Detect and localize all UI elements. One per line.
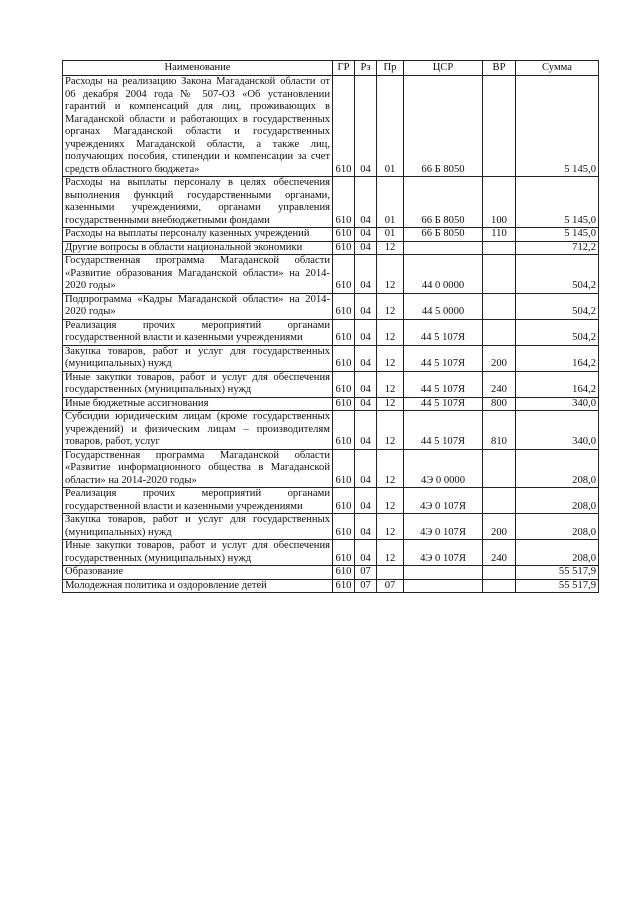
cell-name: Расходы на выплаты персоналу в целях обеспечения выполнения функций государственными органами, казенными учреждениями, органами управления государственными внебюджетными фондами — [63, 177, 333, 228]
cell-name: Расходы на выплаты персоналу казенных учреждений — [63, 228, 333, 242]
table-row — [63, 177, 599, 228]
cell-name: Образование — [63, 566, 333, 580]
cell-gr: 610 — [333, 345, 355, 371]
cell-rz: 04 — [355, 293, 377, 319]
cell-gr: 610 — [333, 241, 355, 255]
cell-vr — [483, 579, 516, 593]
cell-name: Субсидии юридическим лицам (кроме государственных учреждений) и физическим лицам – производителям товаров, работ, услуг — [63, 411, 333, 450]
header-rz: Рз — [355, 61, 377, 76]
cell-vr: 810 — [483, 411, 516, 450]
cell-sum: 712,2 — [516, 241, 599, 255]
table-row — [63, 241, 599, 255]
cell-gr: 610 — [333, 76, 355, 177]
cell-csr: 4Э 0 107Я — [404, 514, 483, 540]
header-csr: ЦСР — [404, 61, 483, 76]
cell-name: Иные закупки товаров, работ и услуг для обеспечения государственных (муниципальных) нужд — [63, 371, 333, 397]
cell-vr: 240 — [483, 540, 516, 566]
cell-pr — [377, 566, 404, 580]
cell-gr: 610 — [333, 488, 355, 514]
cell-sum: 55 517,9 — [516, 579, 599, 593]
cell-name: Молодежная политика и оздоровление детей — [63, 579, 333, 593]
table-row — [63, 540, 599, 566]
cell-vr: 200 — [483, 345, 516, 371]
cell-pr: 12 — [377, 319, 404, 345]
table-row — [63, 566, 599, 580]
cell-name: Подпрограмма «Кадры Магаданской области» на 2014-2020 годы» — [63, 293, 333, 319]
cell-csr: 4Э 0 0000 — [404, 449, 483, 488]
cell-csr: 4Э 0 107Я — [404, 540, 483, 566]
cell-vr: 240 — [483, 371, 516, 397]
table-row — [63, 255, 599, 294]
cell-sum: 208,0 — [516, 488, 599, 514]
cell-rz: 07 — [355, 566, 377, 580]
cell-vr — [483, 488, 516, 514]
cell-sum: 340,0 — [516, 411, 599, 450]
cell-vr — [483, 241, 516, 255]
cell-pr: 01 — [377, 177, 404, 228]
cell-csr: 44 5 107Я — [404, 319, 483, 345]
cell-rz: 04 — [355, 514, 377, 540]
cell-rz: 04 — [355, 345, 377, 371]
cell-vr — [483, 255, 516, 294]
table-row — [63, 228, 599, 242]
cell-gr: 610 — [333, 319, 355, 345]
table-header — [63, 61, 599, 76]
cell-sum: 504,2 — [516, 255, 599, 294]
cell-gr: 610 — [333, 579, 355, 593]
budget-table — [62, 60, 599, 593]
cell-rz: 04 — [355, 397, 377, 411]
header-pr: Пр — [377, 61, 404, 76]
cell-vr — [483, 566, 516, 580]
cell-sum: 5 145,0 — [516, 76, 599, 177]
cell-sum: 208,0 — [516, 514, 599, 540]
cell-name: Реализация прочих мероприятий органами государственной власти и казенными учреждениями — [63, 319, 333, 345]
cell-csr: 44 5 0000 — [404, 293, 483, 319]
table-row — [63, 449, 599, 488]
cell-name: Реализация прочих мероприятий органами государственной власти и казенными учреждениями — [63, 488, 333, 514]
cell-vr — [483, 76, 516, 177]
cell-csr: 44 5 107Я — [404, 345, 483, 371]
cell-gr: 610 — [333, 411, 355, 450]
cell-gr: 610 — [333, 449, 355, 488]
header-gr: ГР — [333, 61, 355, 76]
cell-name: Иные закупки товаров, работ и услуг для обеспечения государственных (муниципальных) нужд — [63, 540, 333, 566]
cell-pr: 12 — [377, 449, 404, 488]
cell-pr: 07 — [377, 579, 404, 593]
cell-csr — [404, 241, 483, 255]
cell-name: Закупка товаров, работ и услуг для государственных (муниципальных) нужд — [63, 514, 333, 540]
cell-csr: 66 Б 8050 — [404, 228, 483, 242]
cell-pr: 12 — [377, 488, 404, 514]
cell-sum: 164,2 — [516, 345, 599, 371]
cell-name: Расходы на реализацию Закона Магаданской области от 06 декабря 2004 года № 507-ОЗ «Об установлении гарантий и компенсаций для лиц, проживающих в Магаданской области и работающих в государственных органах Магаданской области и государственных учреждениях Магаданской области, а также лиц, получающих пособия, стипендии и компенсации за счет средств областного бюджета» — [63, 76, 333, 177]
cell-name: Иные бюджетные ассигнования — [63, 397, 333, 411]
cell-csr: 44 0 0000 — [404, 255, 483, 294]
cell-vr: 200 — [483, 514, 516, 540]
cell-csr — [404, 579, 483, 593]
cell-csr: 4Э 0 107Я — [404, 488, 483, 514]
cell-gr: 610 — [333, 540, 355, 566]
cell-vr — [483, 319, 516, 345]
cell-csr: 66 Б 8050 — [404, 76, 483, 177]
cell-vr: 100 — [483, 177, 516, 228]
cell-sum: 55 517,9 — [516, 566, 599, 580]
cell-rz: 04 — [355, 177, 377, 228]
cell-pr: 01 — [377, 228, 404, 242]
cell-pr: 12 — [377, 397, 404, 411]
cell-gr: 610 — [333, 228, 355, 242]
cell-rz: 04 — [355, 540, 377, 566]
cell-rz: 04 — [355, 411, 377, 450]
cell-sum: 208,0 — [516, 540, 599, 566]
cell-csr: 44 5 107Я — [404, 371, 483, 397]
header-sum: Сумма — [516, 61, 599, 76]
cell-csr: 44 5 107Я — [404, 411, 483, 450]
cell-name: Государственная программа Магаданской области «Развитие информационного общества в Магаданской области» на 2014-2020 годы» — [63, 449, 333, 488]
cell-rz: 04 — [355, 76, 377, 177]
cell-gr: 610 — [333, 397, 355, 411]
cell-pr: 12 — [377, 371, 404, 397]
cell-gr: 610 — [333, 293, 355, 319]
cell-sum: 208,0 — [516, 449, 599, 488]
cell-csr: 44 5 107Я — [404, 397, 483, 411]
cell-pr: 12 — [377, 514, 404, 540]
cell-sum: 164,2 — [516, 371, 599, 397]
cell-csr: 66 Б 8050 — [404, 177, 483, 228]
table-row — [63, 488, 599, 514]
table-row — [63, 76, 599, 177]
cell-sum: 340,0 — [516, 397, 599, 411]
cell-rz: 07 — [355, 579, 377, 593]
cell-sum: 5 145,0 — [516, 177, 599, 228]
cell-name: Государственная программа Магаданской области «Развитие образования Магаданской области» на 2014-2020 годы» — [63, 255, 333, 294]
table-body — [63, 76, 599, 593]
cell-pr: 12 — [377, 411, 404, 450]
cell-pr: 12 — [377, 255, 404, 294]
table-row — [63, 579, 599, 593]
cell-sum: 5 145,0 — [516, 228, 599, 242]
cell-gr: 610 — [333, 514, 355, 540]
cell-pr: 12 — [377, 293, 404, 319]
table-row — [63, 514, 599, 540]
table-row — [63, 345, 599, 371]
cell-rz: 04 — [355, 449, 377, 488]
cell-sum: 504,2 — [516, 319, 599, 345]
cell-name: Закупка товаров, работ и услуг для государственных (муниципальных) нужд — [63, 345, 333, 371]
cell-gr: 610 — [333, 371, 355, 397]
cell-name: Другие вопросы в области национальной экономики — [63, 241, 333, 255]
cell-vr: 110 — [483, 228, 516, 242]
cell-pr: 12 — [377, 540, 404, 566]
cell-rz: 04 — [355, 488, 377, 514]
cell-pr: 12 — [377, 241, 404, 255]
table-row — [63, 397, 599, 411]
cell-rz: 04 — [355, 319, 377, 345]
cell-sum: 504,2 — [516, 293, 599, 319]
header-name: Наименование — [63, 61, 333, 76]
table-row — [63, 371, 599, 397]
cell-gr: 610 — [333, 255, 355, 294]
header-vr: ВР — [483, 61, 516, 76]
cell-pr: 12 — [377, 345, 404, 371]
cell-vr: 800 — [483, 397, 516, 411]
cell-vr — [483, 293, 516, 319]
table-row — [63, 293, 599, 319]
cell-rz: 04 — [355, 255, 377, 294]
cell-gr: 610 — [333, 177, 355, 228]
cell-pr: 01 — [377, 76, 404, 177]
cell-vr — [483, 449, 516, 488]
cell-csr — [404, 566, 483, 580]
table-row — [63, 319, 599, 345]
cell-gr: 610 — [333, 566, 355, 580]
cell-rz: 04 — [355, 228, 377, 242]
cell-rz: 04 — [355, 371, 377, 397]
cell-rz: 04 — [355, 241, 377, 255]
table-row — [63, 411, 599, 450]
